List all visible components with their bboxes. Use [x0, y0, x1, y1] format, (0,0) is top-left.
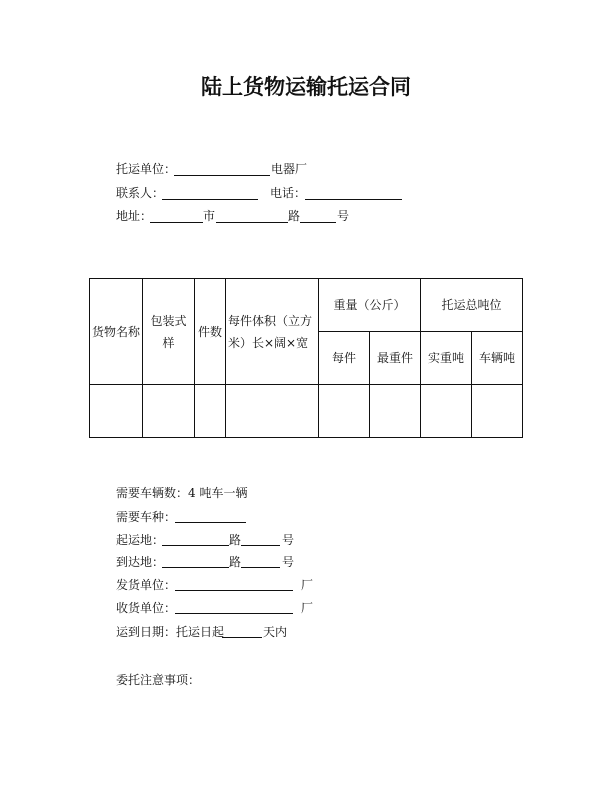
- sender-field[interactable]: [175, 590, 293, 591]
- contact-label: 联系人：: [116, 186, 165, 200]
- cell[interactable]: [421, 385, 472, 438]
- cargo-table: [89, 278, 523, 438]
- vehicles-value: 4 吨车一辆: [188, 486, 248, 500]
- header-per-piece: 每件: [319, 332, 370, 385]
- number-field[interactable]: [300, 222, 336, 223]
- vehicles-label: 需要车辆数：: [116, 486, 189, 500]
- phone-label: 电话：: [270, 186, 307, 200]
- header-vehicle-ton: 车辆吨: [472, 332, 523, 385]
- shipper-suffix: 电器厂: [271, 162, 308, 176]
- table-row: [90, 385, 523, 438]
- origin-number: 号: [282, 533, 295, 547]
- number-label: 号: [337, 209, 350, 223]
- header-count: 件数: [195, 279, 226, 385]
- header-weight: 重量（公斤）: [319, 279, 421, 332]
- vehicle-type-field[interactable]: [175, 522, 246, 523]
- arrival-suffix: 天内: [263, 625, 288, 639]
- origin-label: 起运地：: [116, 533, 165, 547]
- road-field[interactable]: [216, 222, 288, 223]
- destination-field[interactable]: [162, 567, 229, 568]
- contact-field[interactable]: [162, 199, 258, 200]
- destination-number-field[interactable]: [241, 567, 280, 568]
- sender-suffix: 厂: [301, 578, 314, 592]
- phone-field[interactable]: [305, 199, 402, 200]
- cell[interactable]: [370, 385, 421, 438]
- origin-field[interactable]: [162, 545, 229, 546]
- header-tonnage: 托运总吨位: [421, 279, 523, 332]
- shipper-label: 托运单位：: [116, 162, 177, 176]
- receiver-field[interactable]: [175, 613, 293, 614]
- road-label: 路: [288, 209, 301, 223]
- receiver-suffix: 厂: [301, 601, 314, 615]
- cell[interactable]: [319, 385, 370, 438]
- cell[interactable]: [472, 385, 523, 438]
- header-volume: 每件体积（立方米）长×阔×宽: [226, 279, 319, 385]
- cell[interactable]: [90, 385, 143, 438]
- address-label: 地址：: [116, 209, 153, 223]
- arrival-label: 运到日期：托运日起: [116, 625, 225, 639]
- vehicle-type-label: 需要车种：: [116, 510, 177, 524]
- origin-number-field[interactable]: [241, 545, 280, 546]
- document-title: 陆上货物运输托运合同: [201, 74, 411, 99]
- cell[interactable]: [143, 385, 195, 438]
- origin-road: 路: [229, 533, 242, 547]
- header-packing: 包装式样: [143, 279, 195, 385]
- cell[interactable]: [226, 385, 319, 438]
- header-cargo-name: 货物名称: [90, 279, 143, 385]
- destination-number: 号: [282, 555, 295, 569]
- city-field[interactable]: [150, 222, 203, 223]
- destination-road: 路: [229, 555, 242, 569]
- notes-label: 委托注意事项：: [116, 673, 201, 687]
- cell[interactable]: [195, 385, 226, 438]
- city-label: 市: [203, 209, 216, 223]
- header-actual-ton: 实重吨: [421, 332, 472, 385]
- destination-label: 到达地：: [116, 555, 165, 569]
- header-heaviest: 最重件: [370, 332, 421, 385]
- receiver-label: 收货单位：: [116, 601, 177, 615]
- arrival-days-field[interactable]: [222, 637, 262, 638]
- shipper-field[interactable]: [174, 175, 270, 176]
- sender-label: 发货单位：: [116, 578, 177, 592]
